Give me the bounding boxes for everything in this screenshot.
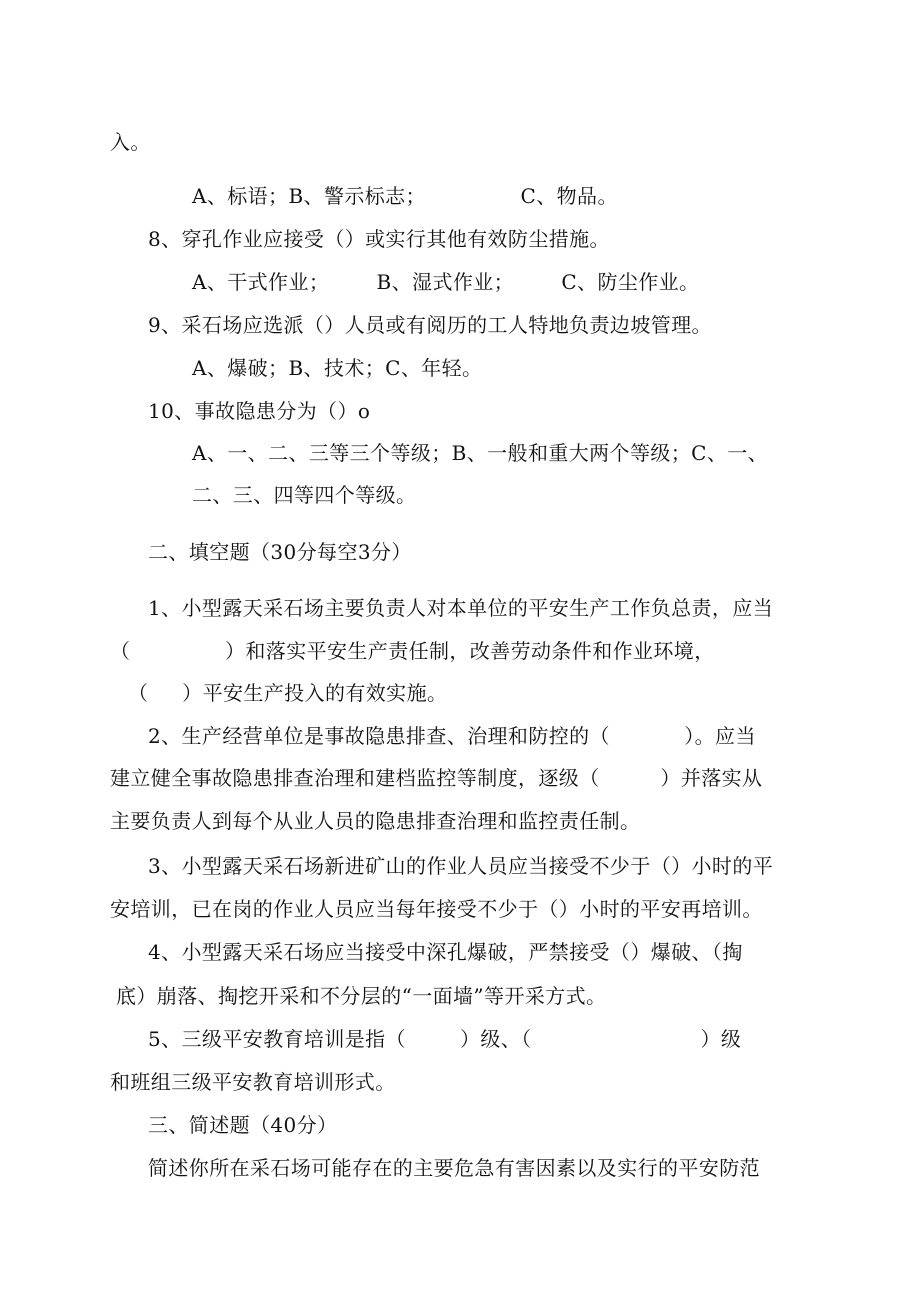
fill1-line1: 1、小型露天采石场主要负责人对本单位的平安生产工作负总责，应当 bbox=[148, 596, 774, 620]
q10-options-line2: 二、三、四等四个等级。 bbox=[192, 483, 417, 507]
q8-options: A、干式作业； B、湿式作业； C、防尘作业。 bbox=[192, 270, 700, 294]
fill5-line1: 5、三级平安教育培训是指（ ）级、（ ）级 bbox=[148, 1027, 742, 1051]
fill1-line2: （ ）和落实平安生产责任制，改善劳动条件和作业环境， bbox=[110, 639, 715, 663]
q10-stem: 10、事故隐患分为（）o bbox=[148, 399, 371, 423]
q9-options: A、爆破；B、技术；C、年轻。 bbox=[192, 356, 483, 380]
q7-options: A、标语；B、警示标志； C、物品。 bbox=[192, 184, 618, 208]
fill2-line2: 建立健全事故隐患排查治理和建档监控等制度，逐级（ ）并落实从 bbox=[110, 766, 763, 790]
fill4-line1: 4、小型露天采石场应当接受中深孔爆破，严禁接受（）爆破、（掏 bbox=[148, 940, 743, 964]
section3-title: 三、简述题（40分） bbox=[148, 1113, 338, 1137]
fill5-line2: 和班组三级平安教育培训形式。 bbox=[110, 1070, 396, 1094]
fill3-line1: 3、小型露天采石场新进矿山的作业人员应当接受不少于（）小时的平 bbox=[148, 854, 774, 878]
fill2-line1: 2、生产经营单位是事故隐患排查、治理和防控的（ ）。应当 bbox=[148, 724, 756, 748]
q9-stem: 9、采石场应选派（）人员或有阅历的工人特地负责边坡管理。 bbox=[148, 313, 712, 337]
fill3-line2: 安培训，已在岗的作业人员应当每年接受不少于（）小时的平安再培训。 bbox=[110, 897, 763, 921]
fill1-line3: （ ）平安生产投入的有效实施。 bbox=[128, 681, 448, 705]
fill4-line2: 底）崩落、掏挖开采和不分层的“一面墙”等开采方式。 bbox=[116, 984, 607, 1008]
essay1-line1: 简述你所在采石场可能存在的主要危急有害因素以及实行的平安防范 bbox=[148, 1156, 760, 1180]
q10-options-line1: A、一、二、三等三个等级；B、一般和重大两个等级；C、一、 bbox=[192, 441, 769, 465]
section2-title: 二、填空题（30分每空3分） bbox=[148, 540, 412, 564]
fill2-line3: 主要负责人到每个从业人员的隐患排查治理和监控责任制。 bbox=[110, 809, 641, 833]
q8-stem: 8、穿孔作业应接受（）或实行其他有效防尘措施。 bbox=[148, 227, 610, 251]
q7-stem-tail: 入。 bbox=[110, 130, 151, 154]
